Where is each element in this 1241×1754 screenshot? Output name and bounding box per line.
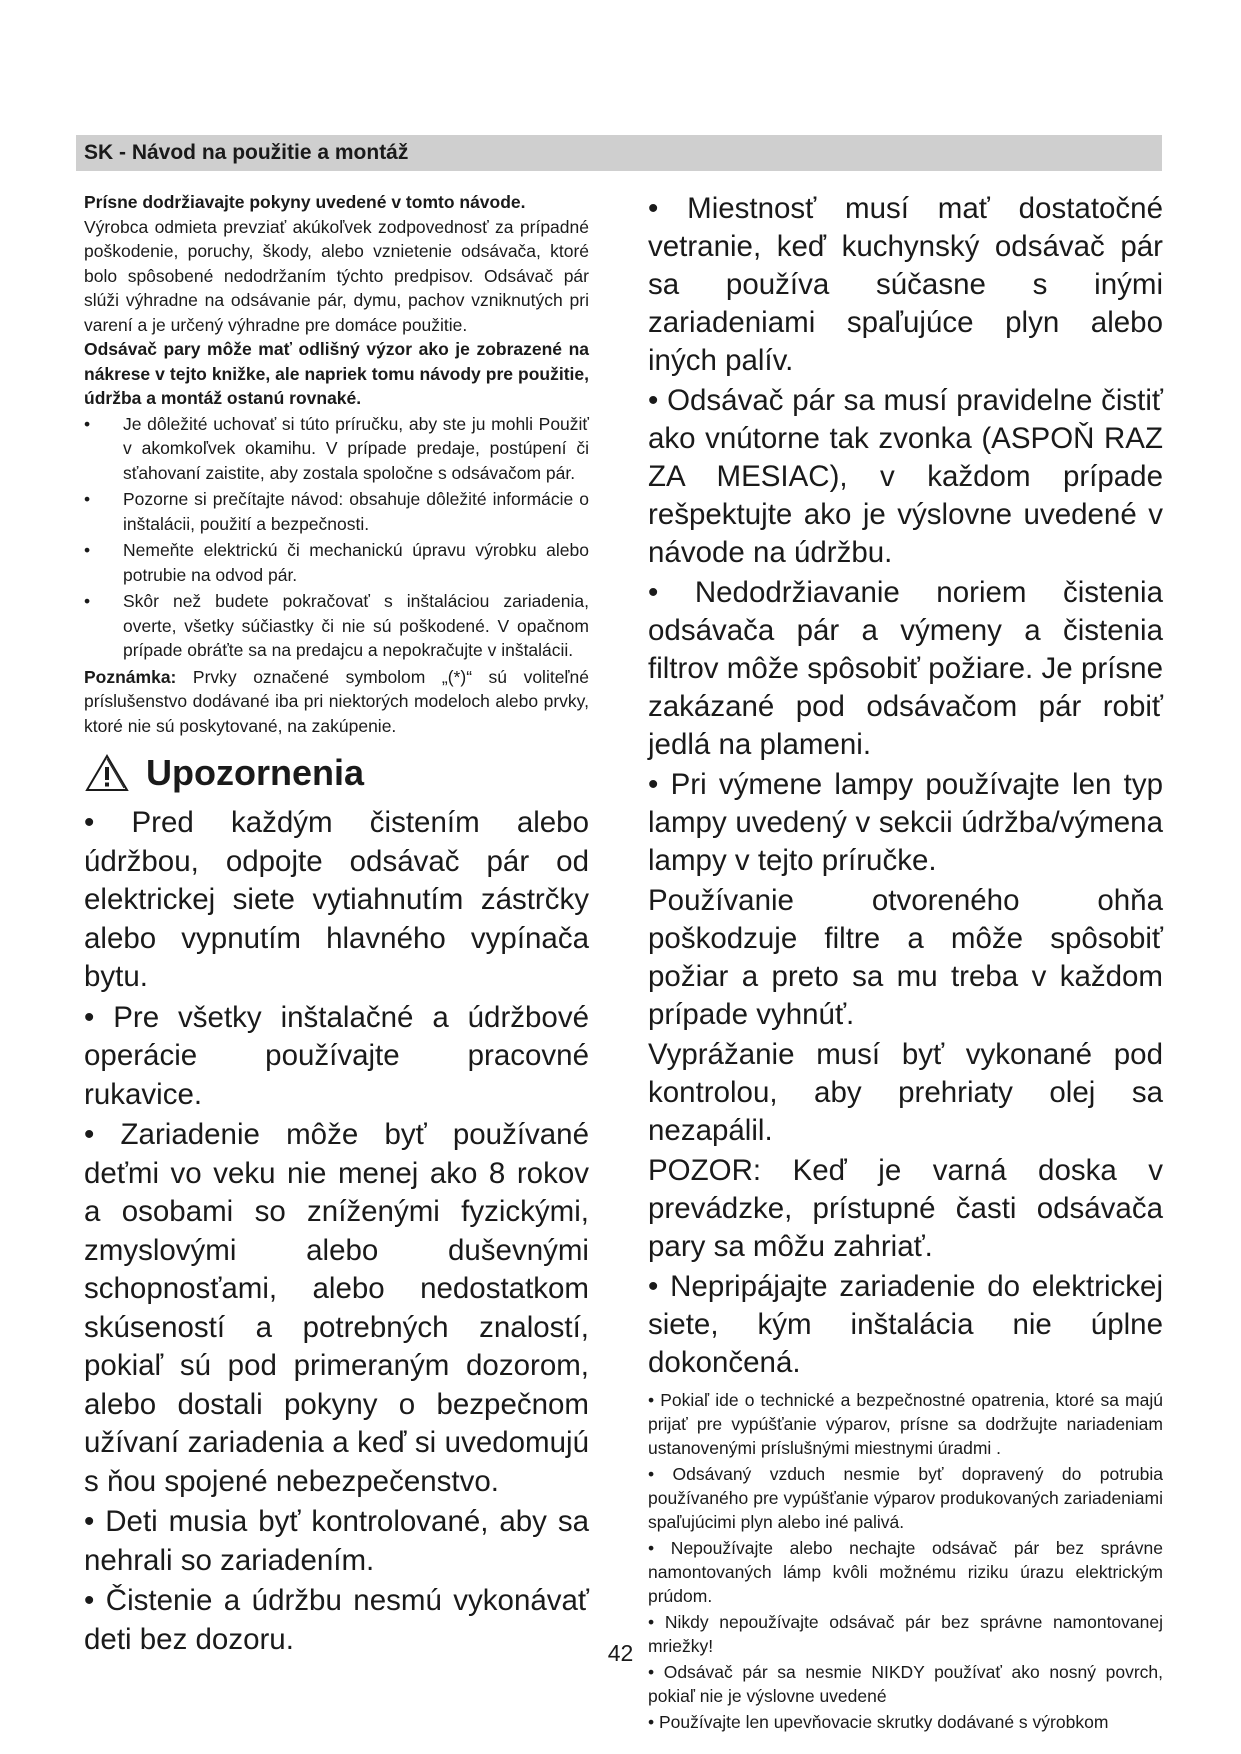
warning-item: • Čistenie a údržbu nesmú vykonávať deti bez dozoru. <box>84 1584 589 1656</box>
list-item: • Skôr než budete pokračovať s inštaláciou zariadenia, overte, všetky súčiastky či nie sú poškodené. V opačnom prípade obráťte sa na predajcu a nepokračujte v inštalácii. <box>84 589 589 663</box>
warning-item: • Zariadenie môže byť používané deťmi vo veku nie menej ako 8 rokov a osobami so zníženými fyzickými, zmyslovými alebo duševnými schopnosťami, alebo nedostatkom skúseností a potrebných znalostí, pokiaľ sú pod primeraným dozorom, alebo dostali pokyny o bezpečnom užívaní zariadenia a keď si uvedomujú s ňou spojené nebezpečenstvo. <box>84 1118 589 1498</box>
section-title: SK - Návod na použitie a montáž <box>84 141 409 164</box>
safety-paragraph: • Miestnosť musí mať dostatočné vetranie, keď kuchynský odsávač pár sa používa súčasne s inými zariadeniami spaľujúce plyn alebo iných palív. <box>648 192 1163 377</box>
small-note: • Nepoužívajte alebo nechajte odsávač pár bez správne namontovaných lámp kvôli možnému riziku úrazu elektrickým prúdom. <box>648 1538 1163 1606</box>
safety-paragraph: • Pri výmene lampy používajte len typ lampy uvedený v sekcii údržba/výmena lampy v tejto príručke. <box>648 768 1163 877</box>
list-item: • Nemeňte elektrickú či mechanickú úpravu výrobku alebo potrubie na odvod pár. <box>84 538 589 587</box>
left-column <box>84 190 589 1661</box>
safety-paragraph: • Odsávač pár sa musí pravidelne čistiť ako vnútorne tak zvonka (ASPOŇ RAZ ZA MESIAC), v každom prípade rešpektujte ako je výslovne uvedené v návode na údržbu. <box>648 384 1163 569</box>
page-number: 42 <box>607 1640 634 1666</box>
small-note: • Pokiaľ ide o technické a bezpečnostné opatrenia, ktoré sa majú prijať pre vypúšťanie výparov, prísne sa dodržujte nariadeniam ustanovenými príslušnými miestnymi úradmi . <box>648 1390 1163 1458</box>
right-column <box>648 190 1163 1736</box>
list-item: • Pozorne si prečítajte návod: obsahuje dôležité informácie o inštalácii, použití a bezpečnosti. <box>84 487 589 536</box>
safety-paragraph: • Nepripájajte zariadenie do elektrickej siete, kým inštalácia nie úplne dokončená. <box>648 1270 1163 1379</box>
warning-item: • Pre všetky inštalačné a údržbové operácie používajte pracovné rukavice. <box>84 1000 589 1111</box>
note-text: Prvky označené symbolom „(*)“ sú voliteľné príslušenstvo dodávané iba pri niektorých modeloch alebo prvky, ktoré nie sú poskytované, na zakúpenie. <box>84 666 589 736</box>
intro-bold: Prísne dodržiavajte pokyny uvedené v tomto návode. <box>84 192 526 212</box>
warnings-heading <box>84 752 589 794</box>
intro-block <box>84 190 589 738</box>
appearance-note: Odsávač pary môže mať odlišný výzor ako je zobrazené na nákrese v tejto knižke, ale napriek tomu návody pre použitie, údržba a montáž ostanú rovnaké. <box>84 339 589 408</box>
list-item: • Je dôležité uchovať si túto príručku, aby ste ju mohli Použiť v akomkoľvek okamihu. V prípade predaje, postúpení či sťahovaní zaistite, aby zostala spoločne s odsávačom pár. <box>84 412 589 486</box>
intro-text: Výrobca odmieta prevziať akúkoľvek zodpovednosť za prípadné poškodenie, poruchy, škody, alebo vznietenie odsávača, ktoré bolo spôsobené nedodržaním týchto predpisov. Odsávač pár slúži výhradne na odsávanie pár, dymu, pachov vzniknutých pri varení a je určený výhradne pre domáce použitie. <box>84 216 589 335</box>
section-header <box>76 135 1162 171</box>
safety-paragraph: POZOR: Keď je varná doska v prevádzke, prístupné časti odsávača pary sa môžu zahriať. <box>648 1154 1163 1263</box>
warning-triangle-icon <box>84 753 130 793</box>
small-note: • Používajte len upevňovacie skrutky dodávané s výrobkom <box>648 1712 1109 1732</box>
right-large-block <box>648 190 1163 1382</box>
right-small-block <box>648 1388 1163 1734</box>
small-note: • Nikdy nepoužívajte odsávač pár bez správne namontovanej mriežky! <box>648 1612 1163 1656</box>
safety-paragraph: Používanie otvoreného ohňa poškodzuje filtre a môže spôsobiť požiar a preto sa mu treba v každom prípade vyhnúť. <box>648 884 1163 1031</box>
safety-paragraph: Vyprážanie musí byť vykonané pod kontrolou, aby prehriaty olej sa nezapálil. <box>648 1038 1163 1147</box>
warnings-title: Upozornenia <box>146 752 365 793</box>
warnings-list <box>84 804 589 1659</box>
small-note: • Odsávač pár sa nesmie NIKDY používať ako nosný povrch, pokiaľ nie je výslovne uvedené <box>648 1662 1163 1706</box>
warning-item: • Pred každým čistením alebo údržbou, odpojte odsávač pár od elektrickej siete vytiahnutím zástrčky alebo vypnutím hlavného vypínača bytu. <box>84 806 589 993</box>
note-label: Poznámka: <box>84 666 177 687</box>
instruction-list <box>84 412 589 663</box>
note-paragraph <box>84 665 589 739</box>
warning-item: • Deti musia byť kontrolované, aby sa nehrali so zariadením. <box>84 1505 589 1577</box>
small-note: • Odsávaný vzduch nesmie byť dopravený do potrubia používaného pre vypúšťanie výparov produkovaných zariadeniami spaľujúcimi plyn alebo iné palivá. <box>648 1464 1163 1532</box>
safety-paragraph: • Nedodržiavanie noriem čistenia odsávača pár a výmeny a čistenia filtrov môže spôsobiť požiare. Je prísne zakázané pod odsávačom pár robiť jedlá na plameni. <box>648 576 1163 761</box>
